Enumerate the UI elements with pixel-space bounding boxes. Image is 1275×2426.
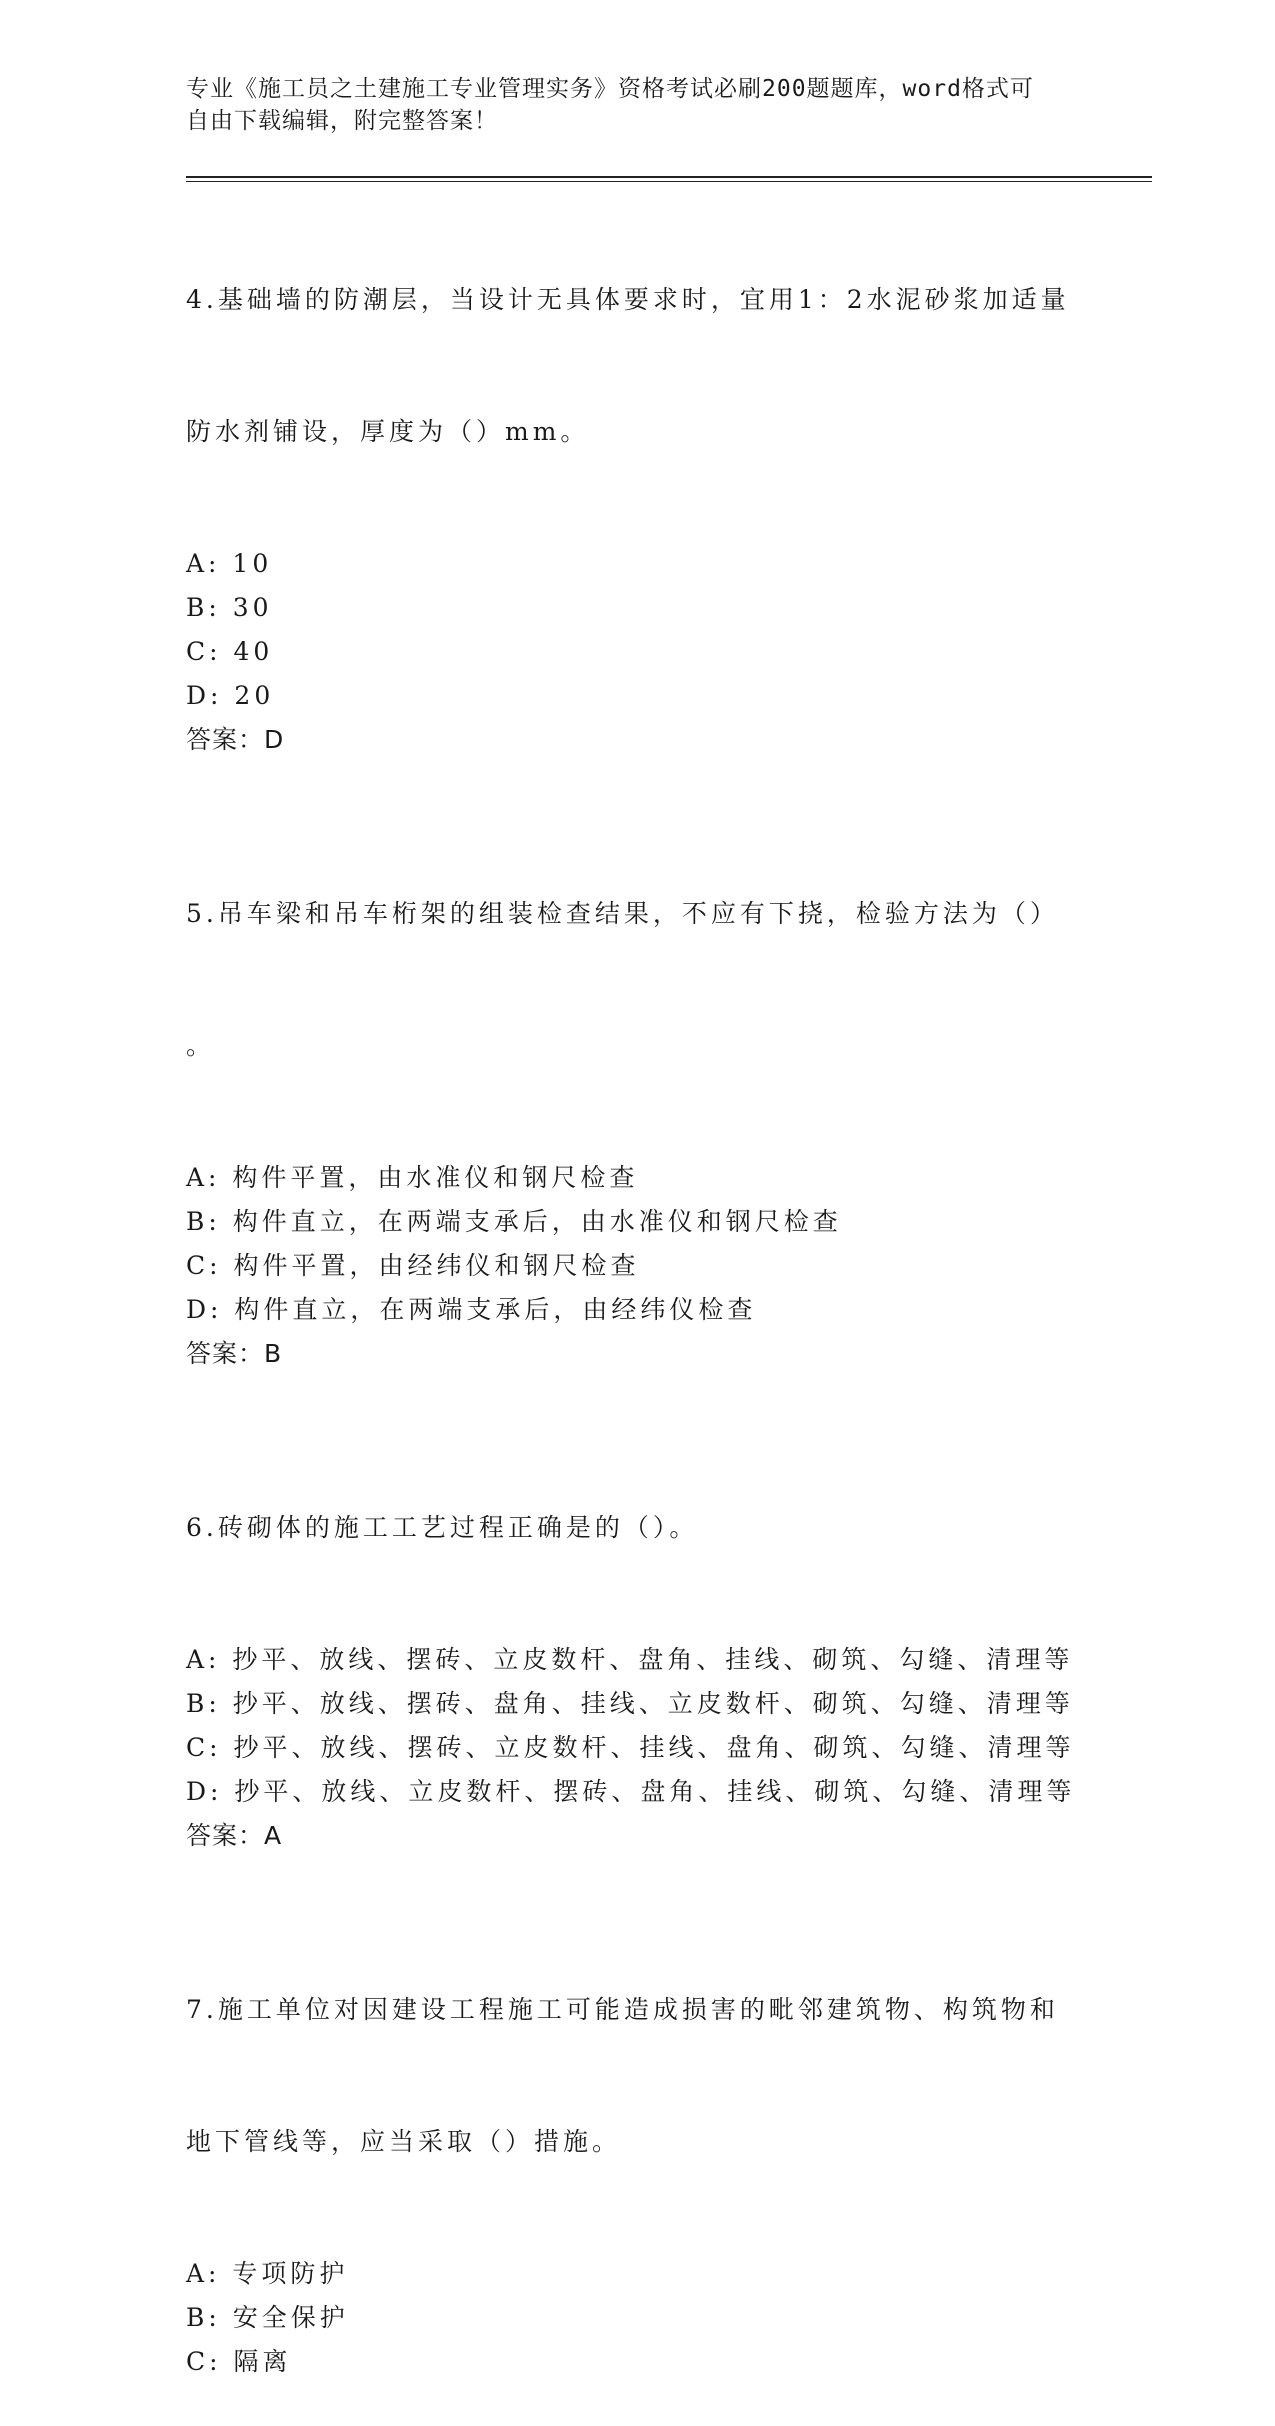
question-stem-line: 5.吊车梁和吊车桁架的组装检查结果，不应有下挠，检验方法为（） xyxy=(186,899,1059,928)
option-b: B: 30 xyxy=(186,593,273,622)
option-b: B: 构件直立，在两端支承后，由水准仪和钢尺检查 xyxy=(186,1207,842,1236)
question-stem xyxy=(186,804,1086,1156)
question-stem xyxy=(186,190,1086,542)
option-b: B: 抄平、放线、摆砖、盘角、挂线、立皮数杆、砌筑、勾缝、清理等 xyxy=(186,1689,1074,1718)
question-stem-line: 4.基础墙的防潮层，当设计无具体要求时，宜用1：2水泥砂浆加适量 xyxy=(186,285,1070,314)
question-stem-line: 。 xyxy=(186,1031,216,1060)
answer-label: 答案：D xyxy=(186,725,285,754)
option-a: A: 构件平置，由水准仪和钢尺检查 xyxy=(186,1163,639,1192)
document-header xyxy=(186,73,1066,137)
question-stem-line: 防水剂铺设，厚度为（）mm。 xyxy=(186,417,590,446)
option-c: C: 抄平、放线、摆砖、立皮数杆、挂线、盘角、砌筑、勾缝、清理等 xyxy=(186,1733,1075,1762)
header-line-2: 自由下载编辑，附完整答案！ xyxy=(186,108,498,134)
option-c: C: 隔离 xyxy=(186,2347,292,2376)
question-stem-line: 7.施工单位对因建设工程施工可能造成损害的毗邻建筑物、构筑物和 xyxy=(186,1995,1059,2024)
question-stem xyxy=(186,1900,1086,2252)
header-divider xyxy=(186,176,1152,182)
answer-label: 答案：A xyxy=(186,1821,283,1850)
option-d: D: 构件直立，在两端支承后，由经纬仪检查 xyxy=(186,1295,757,1324)
question-list xyxy=(186,190,1086,2426)
question-6 xyxy=(186,1418,1086,1858)
question-5 xyxy=(186,804,1086,1376)
question-stem-line: 地下管线等，应当采取（）措施。 xyxy=(186,2127,622,2156)
option-c: C: 构件平置，由经纬仪和钢尺检查 xyxy=(186,1251,640,1280)
option-d: D: 20 xyxy=(186,681,275,710)
option-a: A: 抄平、放线、摆砖、立皮数杆、盘角、挂线、砌筑、勾缝、清理等 xyxy=(186,1645,1074,1674)
question-7 xyxy=(186,1900,1086,2384)
question-stem-line: 6.砖砌体的施工工艺过程正确是的（）。 xyxy=(186,1513,699,1542)
question-4 xyxy=(186,190,1086,762)
option-a: A: 10 xyxy=(186,549,273,578)
question-stem xyxy=(186,1418,1086,1638)
option-b: B: 安全保护 xyxy=(186,2303,349,2332)
option-a: A: 专项防护 xyxy=(186,2259,349,2288)
option-d: D: 抄平、放线、立皮数杆、摆砖、盘角、挂线、砌筑、勾缝、清理等 xyxy=(186,1777,1076,1806)
option-c: C: 40 xyxy=(186,637,274,666)
header-line-1: 专业《施工员之土建施工专业管理实务》资格考试必刷200题题库，word格式可 xyxy=(186,76,1034,102)
answer-label: 答案：B xyxy=(186,1339,283,1368)
